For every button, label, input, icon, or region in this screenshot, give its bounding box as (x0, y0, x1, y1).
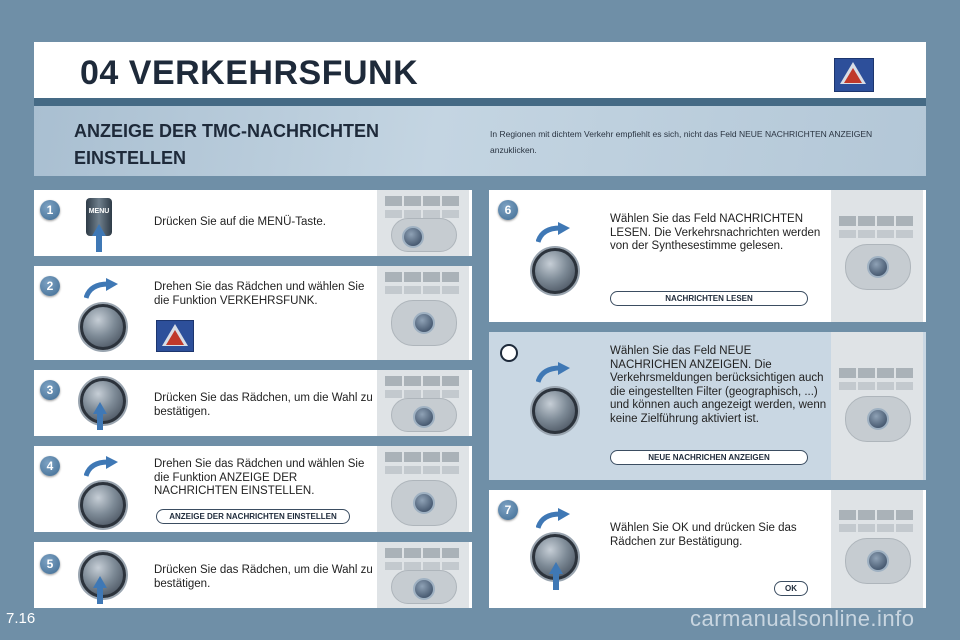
watermark: carmanualsonline.info (690, 606, 915, 631)
step-badge-7: 7 (498, 500, 518, 520)
press-arrow-icon (553, 572, 559, 590)
step-badge-3: 3 (40, 380, 60, 400)
radio-panel-icon (831, 490, 923, 608)
step-text-4: Drehen Sie das Rädchen und wählen Sie die Funktion ANZEIGE DER NACHRICHTEN EINSTELLEN. (154, 458, 365, 497)
step-badge-6: 6 (498, 200, 518, 220)
page-number: 7.16 (6, 610, 36, 627)
tmc-traffic-icon (834, 58, 874, 92)
press-arrow-head-icon (93, 402, 107, 414)
tip-text: Wählen Sie das Feld NEUE NACHRICHEN ANZEIGEN. Die Verkehrsmeldungen berücksichtigen auch die eingestellten Filter (geographisch, ...) und können auch angezeigt werden, wenn keine Zielführung aktiviert ist. (610, 345, 827, 425)
step-badge-5: 5 (40, 554, 60, 574)
rotary-knob-icon (80, 378, 126, 424)
step-text-3: Drücken Sie das Rädchen, um die Wahl zu bestätigen. (154, 392, 373, 418)
press-arrow-head-icon (93, 576, 107, 588)
rotary-knob-icon (80, 304, 126, 350)
tmc-traffic-icon (156, 320, 194, 352)
sun-tip-icon (500, 344, 518, 362)
rotary-knob-icon (532, 248, 578, 294)
press-arrow-icon (96, 234, 102, 252)
press-arrow-head-icon (549, 562, 563, 574)
press-arrow-icon (97, 412, 103, 430)
step-text-1: Drücken Sie auf die MENÜ-Taste. (154, 216, 326, 228)
radio-panel-icon (377, 542, 469, 608)
menu-field-ok: OK (774, 581, 808, 596)
rotate-arrow-icon (536, 362, 572, 384)
press-arrow-head-icon (92, 224, 106, 236)
step-badge-1: 1 (40, 200, 60, 220)
section-title: ANZEIGE DER TMC-NACHRICHTEN EINSTELLEN (74, 121, 379, 168)
step-text-5: Drücken Sie das Rädchen, um die Wahl zu bestätigen. (154, 564, 373, 590)
menu-field-nachrichten-lesen: NACHRICHTEN LESEN (610, 291, 808, 306)
rotate-arrow-icon (536, 508, 572, 530)
step-badge-4: 4 (40, 456, 60, 476)
radio-panel-icon (831, 190, 923, 322)
rotate-arrow-icon (536, 222, 572, 244)
radio-panel-icon (377, 190, 469, 256)
section-note: In Regionen mit dichtem Verkehr empfiehlt es sich, nicht das Feld NEUE NACHRICHTEN ANZEIGEN anzuklicken. (490, 129, 873, 155)
step-badge-2: 2 (40, 276, 60, 296)
radio-panel-icon (831, 332, 923, 480)
rotary-knob-icon (532, 388, 578, 434)
step-text-7: Wählen Sie OK und drücken Sie das Rädchen zur Bestätigung. (610, 522, 797, 548)
radio-panel-icon (377, 370, 469, 436)
rotary-knob-icon (80, 482, 126, 528)
rotary-knob-icon (80, 552, 126, 598)
header-divider (34, 98, 926, 106)
press-arrow-icon (97, 586, 103, 604)
menu-field-neue-nachrichten: NEUE NACHRICHEN ANZEIGEN (610, 450, 808, 465)
menu-button: MENU (86, 198, 112, 236)
radio-panel-icon (377, 446, 469, 532)
step-text-6: Wählen Sie das Feld NACHRICHTEN LESEN. Die Verkehrsnachrichten werden von der Synthesestimme gelesen. (610, 213, 821, 252)
step-text-2: Drehen Sie das Rädchen und wählen Sie die Funktion VERKEHRSFUNK. (154, 281, 365, 307)
radio-panel-icon (377, 266, 469, 360)
rotate-arrow-icon (84, 278, 120, 300)
menu-field-anzeige: ANZEIGE DER NACHRICHTEN EINSTELLEN (156, 509, 350, 524)
page-title: 04 VERKEHRSFUNK (80, 54, 419, 92)
rotate-arrow-icon (84, 456, 120, 478)
